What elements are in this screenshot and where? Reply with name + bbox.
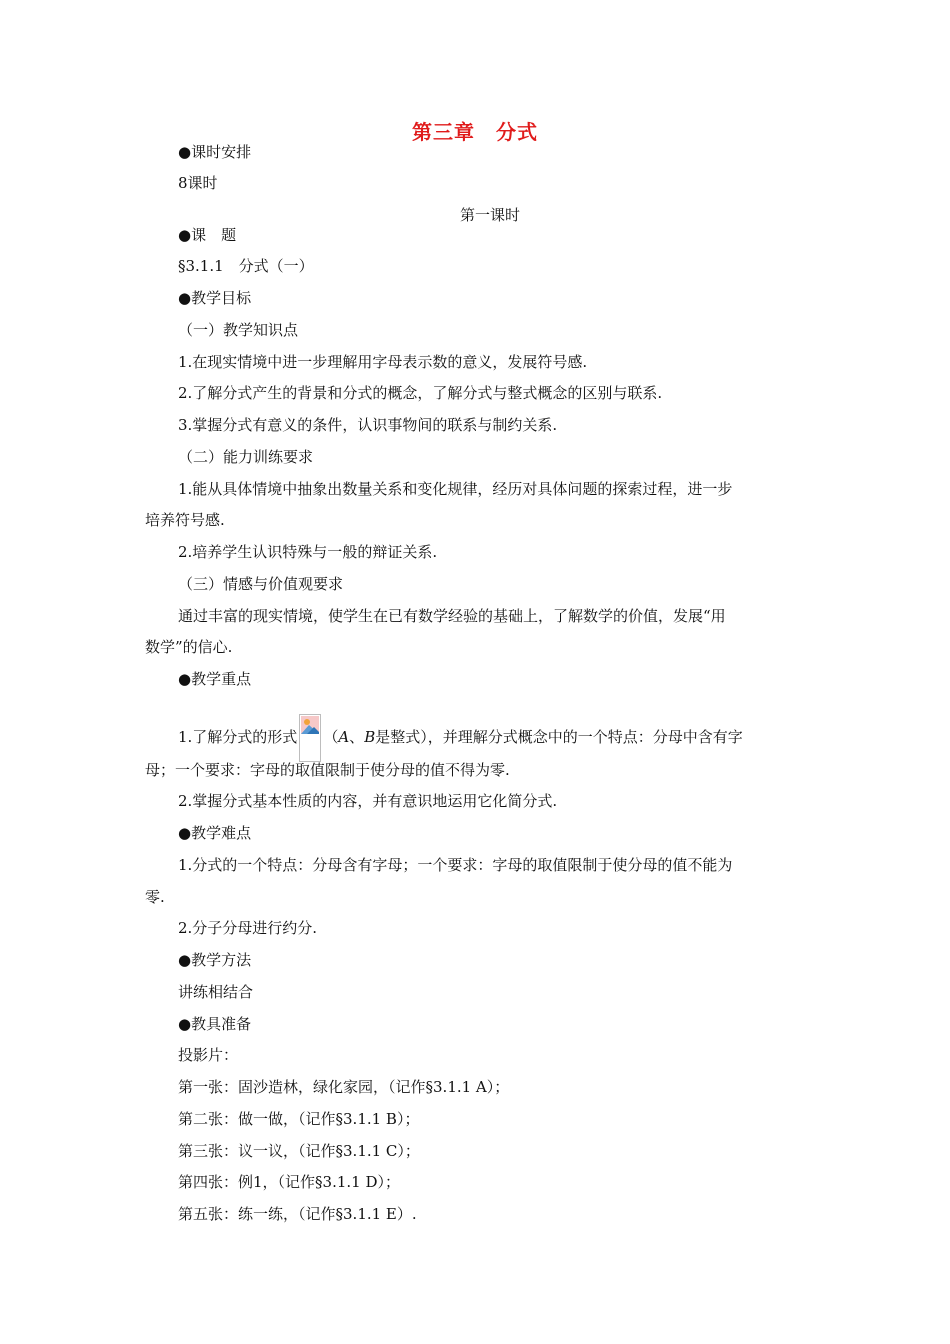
difficulty-heading: ●教学难点 [178,824,252,842]
goals-heading: ●教学目标 [178,289,252,307]
knowledge-item-1: 1.在现实情境中进一步理解用字母表示数的意义，发展符号感. [178,353,588,371]
variable-a: A [338,728,350,746]
topic-heading: ●课 题 [178,226,237,244]
key-point-1-line-1 [178,714,743,762]
key-point-1-suffix: ，并理解分式概念中的一个特点：分母中含有字 [427,728,743,746]
key-point-2: 2.掌握分式基本性质的内容，并有意识地运用它化简分式. [178,792,558,810]
method-value: 讲练相结合 [178,983,254,1001]
knowledge-heading: （一）教学知识点 [178,321,299,339]
schedule-value: 8课时 [178,174,218,192]
ability-item-2: 2.培养学生认识特殊与一般的辩证关系. [178,543,438,561]
key-point-1-prefix: 1.了解分式的形式 [178,728,298,746]
key-point-1-line-2: 母；一个要求：字母的取值限制于使分母的值不得为零. [145,761,510,779]
emotion-heading: （三）情感与价值观要求 [178,575,344,593]
tools-item-4: 第三张：议一议，（记作§3.1.1 C）； [178,1142,420,1160]
schedule-heading: ●课时安排 [178,143,252,161]
tools-item-1: 投影片： [178,1046,239,1064]
emotion-item-line-2: 数学”的信心. [145,638,233,656]
tools-heading: ●教具准备 [178,1015,252,1033]
key-point-1-mid: 是整式） [375,728,428,746]
knowledge-item-2: 2.了解分式产生的背景和分式的概念，了解分式与整式概念的区别与联系. [178,384,663,402]
key-points-heading: ●教学重点 [178,670,252,688]
variable-b: B [364,728,376,746]
tools-item-3: 第二张：做一做，（记作§3.1.1 B）； [178,1110,420,1128]
difficulty-1-line-1: 1.分式的一个特点：分母含有字母；一个要求：字母的取值限制于使分母的值不能为 [178,856,733,874]
method-heading: ●教学方法 [178,951,252,969]
ability-item-1-line-2: 培养符号感. [145,511,225,529]
difficulty-2: 2.分子分母进行约分. [178,919,318,937]
knowledge-item-3: 3.掌握分式有意义的条件，认识事物间的联系与制约关系. [178,416,558,434]
key-point-1-paren: （ [323,728,339,746]
tools-item-5: 第四张：例1，（记作§3.1.1 D）； [178,1173,401,1191]
tools-item-2: 第一张：固沙造林，绿化家园，（记作§3.1.1 A）； [178,1078,510,1096]
tools-item-6: 第五张：练一练，（记作§3.1.1 E）. [178,1205,417,1223]
fraction-image-icon [299,714,321,762]
emotion-item-line-1: 通过丰富的现实情境，使学生在已有数学经验的基础上，了解数学的价值，发展“用 [178,607,726,625]
key-point-1-sep: 、 [349,728,365,746]
ability-item-1-line-1: 1.能从具体情境中抽象出数量关系和变化规律，经历对具体问题的探索过程，进一步 [178,480,733,498]
lesson-label: 第一课时 [459,206,520,224]
ability-heading: （二）能力训练要求 [178,448,314,466]
topic-value: §3.1.1 分式（一） [178,257,314,275]
chapter-title: 第三章 分式 [412,120,538,144]
difficulty-1-line-2: 零. [145,888,165,906]
